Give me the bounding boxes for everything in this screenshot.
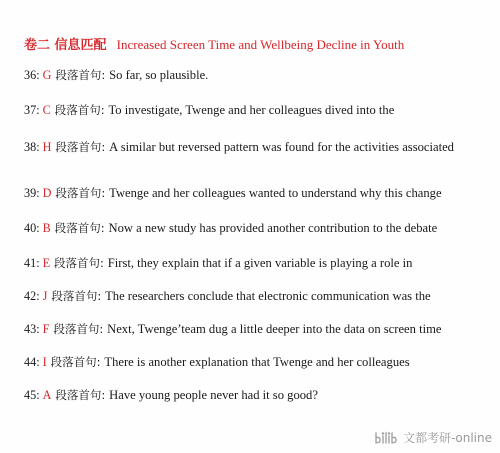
section-title-cn: 卷二 信息匹配: [24, 38, 107, 53]
answer-row-44: [24, 355, 476, 370]
question-number: 39:: [24, 186, 40, 200]
first-sentence-text: A similar but reversed pattern was found for the activities associated: [109, 140, 454, 154]
question-number: 40:: [24, 221, 40, 235]
answer-letter: D: [42, 186, 52, 200]
question-number: 42:: [24, 289, 40, 303]
answer-row-41: [24, 256, 476, 271]
question-number: 41:: [24, 256, 40, 270]
answer-letter: E: [42, 256, 51, 270]
question-number: 36:: [24, 68, 40, 82]
question-number: 44:: [24, 355, 40, 369]
label-first-sentence: 段落首句:: [54, 256, 104, 270]
answer-letter: B: [42, 221, 51, 235]
answer-letter: F: [42, 322, 50, 336]
first-sentence-text: There is another explanation that Twenge and her colleagues: [104, 355, 410, 369]
answer-row-40: [24, 221, 476, 236]
section-title-en: Increased Screen Time and Wellbeing Decline in Youth: [116, 37, 405, 52]
first-sentence-text: To investigate, Twenge and her colleagues dived into the: [108, 103, 395, 117]
first-sentence-text: First, they explain that if a given variable is playing a role in: [107, 256, 413, 270]
label-first-sentence: 段落首句:: [55, 186, 106, 200]
first-sentence-text: Have young people never had it so good?: [109, 388, 318, 402]
label-first-sentence: 段落首句:: [55, 68, 106, 82]
label-first-sentence: 段落首句:: [55, 388, 106, 402]
question-number: 37:: [24, 103, 40, 117]
answer-row-42: [24, 289, 476, 304]
answer-letter: A: [42, 388, 52, 402]
watermark: [374, 429, 492, 446]
answer-row-39: [24, 186, 476, 201]
answer-row-37: [24, 103, 476, 118]
answer-letter: C: [42, 103, 51, 117]
answer-row-43: [24, 322, 476, 337]
answer-row-36: [24, 68, 476, 83]
label-first-sentence: 段落首句:: [50, 355, 101, 369]
first-sentence-text: Twenge and her colleagues wanted to understand why this change: [109, 186, 442, 200]
answer-letter: H: [42, 140, 52, 154]
answer-row-45: [24, 388, 476, 403]
question-number: 38:: [24, 140, 40, 154]
answer-letter: J: [42, 289, 48, 303]
first-sentence-text: Now a new study has provided another contribution to the debate: [108, 221, 438, 235]
question-number: 43:: [24, 322, 40, 336]
label-first-sentence: 段落首句:: [53, 322, 104, 336]
first-sentence-text: Next, Twenge’team dug a little deeper into the data on screen time: [107, 322, 442, 336]
section-title: [24, 34, 404, 53]
bilibili-logo-icon: [374, 431, 400, 445]
label-first-sentence: 段落首句:: [55, 140, 106, 154]
watermark-text: 文都考研-online: [403, 431, 492, 445]
question-number: 45:: [24, 388, 40, 402]
label-first-sentence: 段落首句:: [51, 289, 102, 303]
label-first-sentence: 段落首句:: [54, 221, 105, 235]
first-sentence-text: So far, so plausible.: [109, 68, 209, 82]
label-first-sentence: 段落首句:: [54, 103, 105, 117]
answer-row-38: [24, 136, 476, 158]
answer-letter: I: [42, 355, 47, 369]
answer-letter: G: [42, 68, 52, 82]
first-sentence-text: The researchers conclude that electronic communication was the: [105, 289, 431, 303]
